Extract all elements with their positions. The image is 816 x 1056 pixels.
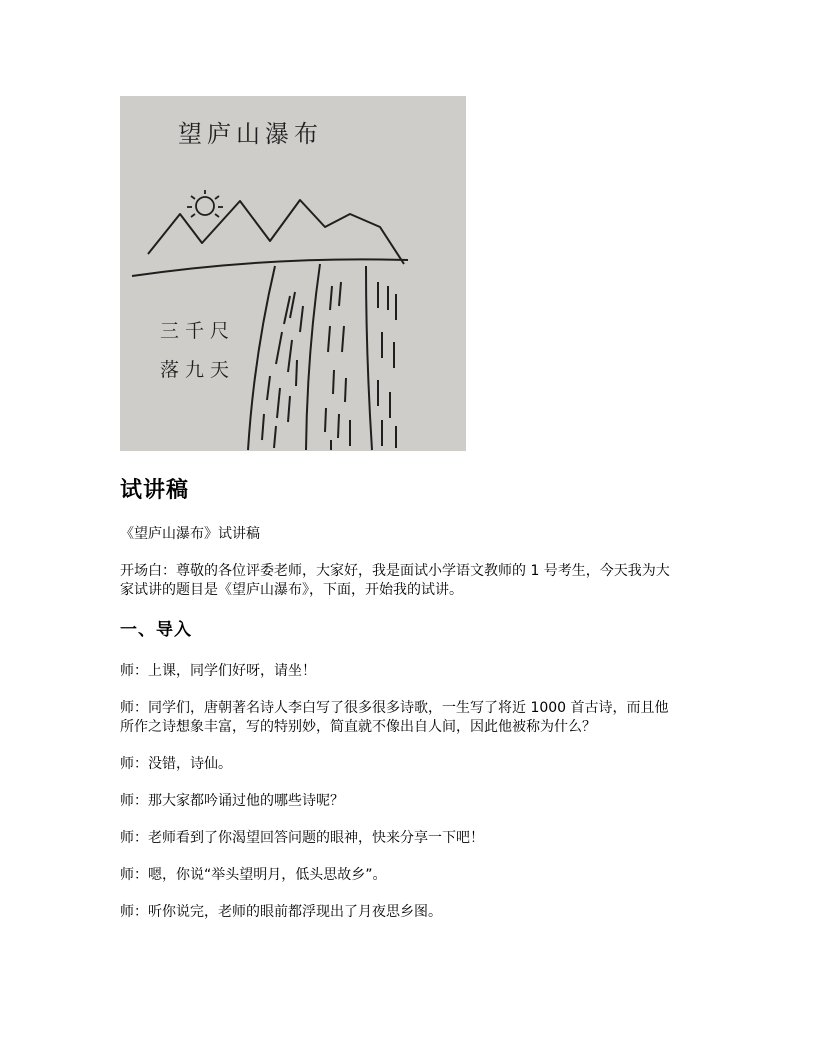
sketch-paper-background: [120, 96, 466, 451]
paragraph: 师：老师看到了你渴望回答问题的眼神，快来分享一下吧！: [120, 830, 484, 846]
sketch-line-2: 落九天: [160, 359, 236, 381]
opening-paragraph: 开场白：尊敬的各位评委老师，大家好，我是面试小学语文教师的 1 号考生，今天我为大家试讲的题目是《望庐山瀑布》，下面，开始我的试讲。: [120, 563, 670, 598]
paragraph: 师：听你说完，老师的眼前都浮现出了月夜思乡图。: [120, 904, 442, 920]
paragraph: 师：同学们，唐朝著名诗人李白写了很多很多诗歌，一生写了将近 1000 首古诗，而且他所作之诗想象丰富，写的特别妙，简直就不像出自人间，因此他被称为什么？: [120, 700, 669, 735]
paragraph: 师：上课，同学们好呀，请坐！: [120, 663, 316, 679]
subtitle: 《望庐山瀑布》试讲稿: [120, 526, 260, 542]
document-page: [120, 96, 680, 922]
paragraph: 师：没错，诗仙。: [120, 756, 232, 772]
sketch-title: 望庐山瀑布: [178, 120, 323, 148]
section-heading-intro: 一、导入: [120, 620, 192, 640]
waterfall-sketch-image: [120, 96, 466, 451]
paragraph: 师：那大家都吟诵过他的哪些诗呢？: [120, 793, 344, 809]
sketch-line-1: 三千尺: [160, 320, 236, 342]
paragraph: 师：嗯，你说“举头望明月，低头思故乡”。: [120, 867, 387, 883]
page-title: 试讲稿: [120, 478, 190, 503]
